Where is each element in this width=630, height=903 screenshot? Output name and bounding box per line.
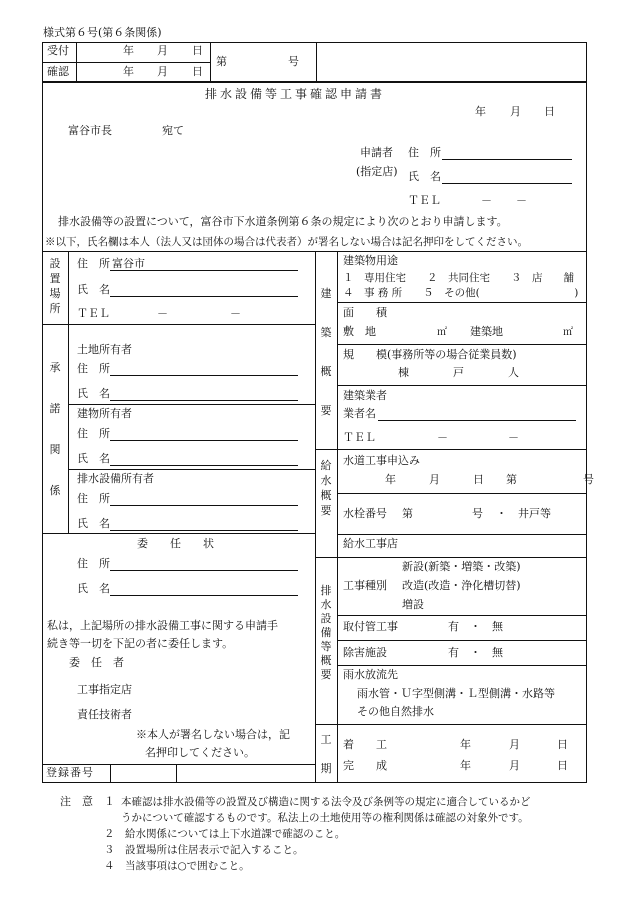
building-area-unit: ㎡ [563,327,573,338]
receipt-year: 年 [123,44,134,57]
form-title: 排水設備等工事確認申請書 [205,87,386,101]
applicant-designated: (指定店) [356,165,398,178]
site-tel-label: ＴＥＬ [77,307,110,320]
site-address-label: 住 所 [77,257,110,270]
number-dai: 第 [216,55,227,68]
delegation-address-label: 住 所 [77,557,110,570]
applicant-address-field[interactable] [442,159,572,160]
delegator-label: 委 任 者 [69,656,124,669]
delegation-note-1: ※本人が署名しない場合は，記 [136,728,290,741]
delegation-title: 委 任 状 [137,537,214,550]
work-type-new: 新設(新築・増築・改築) [402,560,521,573]
drainage-vertical-label: 排 水 設 備 等 概 要 [320,584,332,681]
delegation-note-2: 名押印してください。 [145,746,255,759]
start-year: 年 [460,738,471,751]
start-label: 着 工 [343,738,387,751]
site-tel-dash-2: － [230,307,241,320]
building-use-options-2: ４ 事 務 所 ５ その他( ) [343,287,579,299]
work-type-extension: 増設 [402,598,424,611]
building-area-label: 建築地 [470,325,503,338]
finish-year: 年 [460,759,471,772]
note-1-line-2: うかについて確認するものです。私法上の土地使用等の権利関係は確認の対象外です。 [121,812,529,824]
site-vertical-label: 設 置 場 所 [49,257,61,315]
drain-owner-address-label: 住 所 [77,492,110,505]
rain-discharge-options-2: その他自然排水 [357,705,434,718]
drain-owner-address-field[interactable] [110,505,298,506]
removal-facility-label: 除害施設 [343,646,387,659]
note-1-number: １ [104,795,115,808]
apply-month: 月 [510,105,521,118]
building-owner-name-field[interactable] [110,465,298,466]
water-contractor-label: 給水工事店 [343,537,398,550]
rain-discharge-options-1: 雨水管・Ｕ字型側溝・Ｌ型側溝・水路等 [357,687,555,700]
drain-owner-name-label: 氏 名 [77,517,110,530]
start-day: 日 [557,738,568,751]
site-area-unit: ㎡ [437,327,447,338]
land-owner-address-label: 住 所 [77,362,110,375]
engineer-label: 責任技術者 [77,708,132,721]
building-owner-address-field[interactable] [110,440,298,441]
site-address-value: 富谷市 [112,257,145,270]
meter-label: 水栓番号 [343,507,387,520]
note-4: ４ 当該事項は○で囲むこと。 [104,860,250,872]
sign-note: ※以下，氏名欄は本人（法人又は団体の場合は代表者）が署名しない場合は記名押印をしてください。 [45,236,528,248]
contractor-label: 工事指定店 [77,683,132,696]
applicant-name-field[interactable] [442,183,572,184]
builder-tel-label: ＴＥＬ [343,431,376,444]
applicant-address-label: 住 所 [408,146,441,159]
building-owner-label: 建物所有者 [77,407,132,420]
finish-label: 完 成 [343,759,387,772]
addressee-mayor: 富谷市長 [68,124,112,137]
pipe-work-options[interactable]: 有 ・ 無 [448,620,503,633]
building-owner-address-label: 住 所 [77,427,110,440]
builder-tel-dash-2: － [508,431,519,444]
applicant-label: 申請者 [360,146,393,159]
well-label: ・ 井戸等 [496,507,551,520]
apply-day: 日 [544,105,555,118]
pipe-work-label: 取付管工事 [343,620,398,633]
site-area-label: 敷 地 [343,325,376,338]
builder-label: 建築業者 [343,389,387,402]
period-vertical-label: 工 期 [320,733,332,775]
site-tel-dash-1: － [157,307,168,320]
builder-tel-dash-1: － [437,431,448,444]
consent-vertical-label: 承 諾 関 係 [49,361,61,497]
land-owner-name-field[interactable] [110,400,298,401]
building-use-options-1: １ 専用住宅 ２ 共同住宅 ３ 店 舗 [343,272,574,284]
building-use-label: 建築物用途 [343,254,398,267]
building-owner-name-label: 氏 名 [77,452,110,465]
water-app-label: 水道工事申込み [343,454,420,467]
rain-discharge-label: 雨水放流先 [343,668,398,681]
building-vertical-label: 建 築 概 要 [320,287,332,417]
drain-owner-label: 排水設備所有者 [77,472,154,485]
receipt-month: 月 [157,44,168,57]
number-go: 号 [288,55,299,68]
land-owner-label: 土地所有者 [77,343,132,356]
scale-units: 棟 戸 人 [398,366,519,379]
addressee-ate: 宛て [162,124,184,137]
register-number-label: 登録番号 [46,766,94,779]
confirm-day: 日 [192,65,203,78]
meter-go: 号 [472,507,483,520]
confirm-year: 年 [123,65,134,78]
land-owner-name-label: 氏 名 [77,387,110,400]
delegation-name-field[interactable] [110,595,298,596]
site-name-field[interactable] [110,296,298,297]
applicant-name-label: 氏 名 [408,170,441,183]
site-address-field[interactable] [110,270,298,271]
confirm-label: 確認 [47,65,69,78]
start-month: 月 [509,738,520,751]
finish-day: 日 [557,759,568,772]
land-owner-address-field[interactable] [110,375,298,376]
finish-month: 月 [509,759,520,772]
water-app-line: 年 月 日 第 号 [385,473,594,486]
delegation-address-field[interactable] [110,570,298,571]
notes-label: 注 意 [60,795,93,808]
applicant-tel-dash-1: － [481,194,492,207]
note-2: ２ 給水関係については上下水道課で確認のこと。 [104,828,346,840]
drain-owner-name-field[interactable] [110,530,298,531]
scale-label: 規 模(事務所等の場合従業員数) [343,348,517,361]
note-1-line-1: 本確認は排水設備等の設置及び構造に関する法令及び条例等の規定に適合しているかど [121,796,531,808]
area-label: 面 積 [343,306,387,319]
confirm-month: 月 [157,65,168,78]
work-type-remodel: 改造(改造・浄化槽切替) [402,579,521,592]
delegation-text-2: 続き等一切を下記の者に委任します。 [47,637,234,650]
water-vertical-label: 給 水 概 要 [320,459,332,517]
receipt-day: 日 [192,44,203,57]
receipt-label: 受付 [47,44,69,57]
note-3: ３ 設置場所は住居表示で記入すること。 [104,844,304,856]
delegation-text-1: 私は，上記場所の排水設備工事に関する申請手 [47,619,278,632]
builder-name-field[interactable] [378,420,576,421]
statement: 排水設備等の設置について，富谷市下水道条例第６条の規定により次のとおり申請します。 [58,215,508,228]
work-type-label: 工事種別 [343,579,387,592]
builder-name-label: 業者名 [343,407,376,420]
applicant-tel-dash-2: － [516,194,527,207]
delegation-name-label: 氏 名 [77,582,110,595]
site-name-label: 氏 名 [77,283,110,296]
applicant-tel-label: ＴＥＬ [408,194,441,207]
meter-dai: 第 [402,507,413,520]
form-label: 様式第６号(第６条関係) [43,26,162,39]
apply-year: 年 [475,105,486,118]
removal-facility-options[interactable]: 有 ・ 無 [448,646,503,659]
